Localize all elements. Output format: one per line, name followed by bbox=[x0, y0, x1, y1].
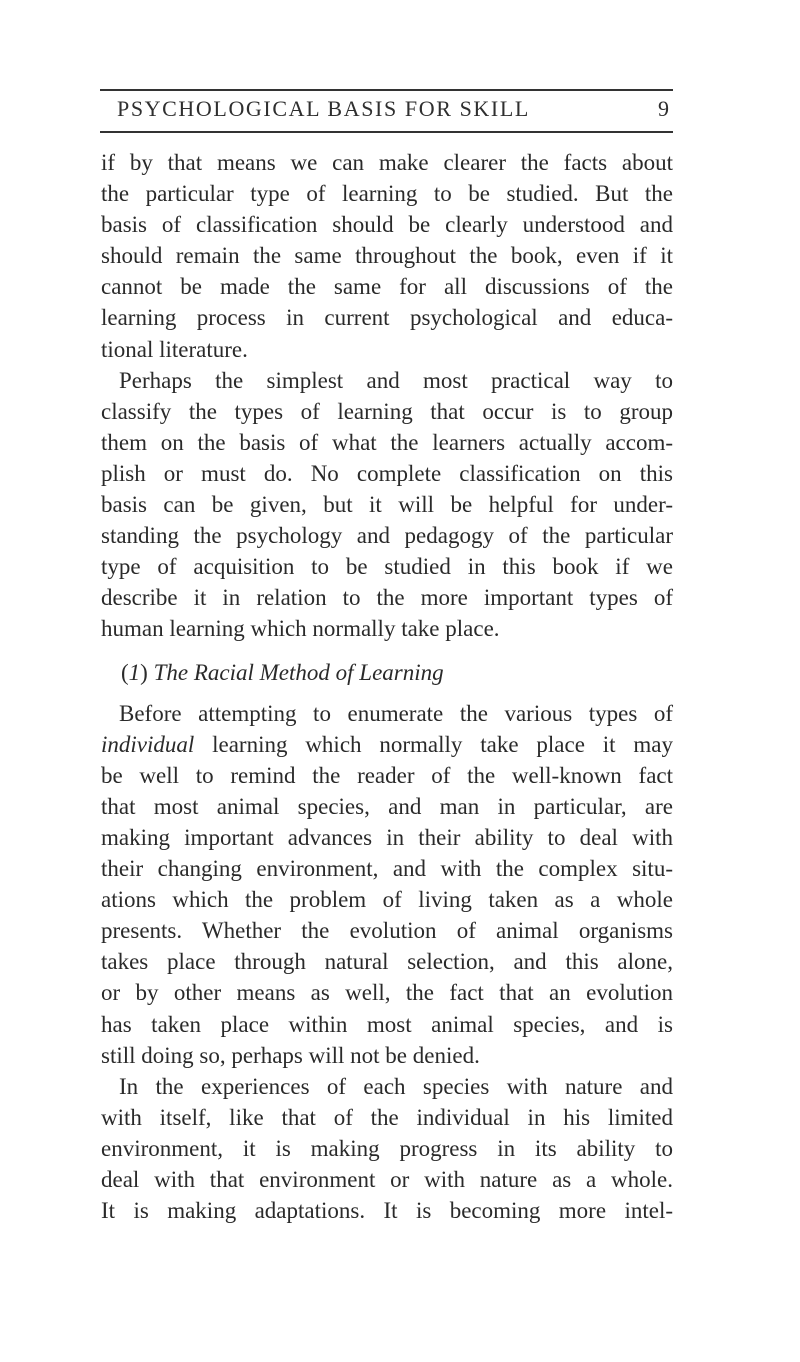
paragraph bbox=[101, 1071, 673, 1226]
paragraph bbox=[101, 147, 673, 365]
text-line: standing the psychology and pedagogy of the particular bbox=[101, 523, 673, 549]
running-header bbox=[100, 89, 673, 133]
heading-number: 1 bbox=[128, 659, 141, 685]
heading-title: The Racial Method of Learning bbox=[153, 659, 444, 685]
text-line: Before attempting to enumerate the various types of bbox=[119, 700, 673, 726]
section-heading bbox=[101, 657, 673, 688]
emphasis-word: individual bbox=[101, 731, 195, 757]
text-line: deal with that environment or with nature as a whole. bbox=[101, 1167, 673, 1192]
text-line: ations which the problem of living taken as a whole bbox=[101, 887, 673, 913]
text-line: It is making adaptations. It is becoming more intel- bbox=[101, 1198, 673, 1224]
text-line: presents. Whether the evolution of animal organisms bbox=[101, 918, 673, 944]
heading-open-paren: ( bbox=[121, 659, 129, 685]
heading-close-paren: ) bbox=[140, 659, 148, 685]
text-line: them on the basis of what the learners actually accom- bbox=[101, 429, 673, 455]
text-line: takes place through natural selection, and this alone, bbox=[101, 949, 673, 975]
text-line: basis can be given, but it will be helpful for under- bbox=[101, 492, 673, 518]
text-line: tional literature. bbox=[101, 336, 248, 362]
text-line: be well to remind the reader of the well-known fact bbox=[101, 762, 673, 788]
text-line: classify the types of learning that occur is to group bbox=[101, 398, 673, 424]
text-line: Perhaps the simplest and most practical way to bbox=[119, 367, 673, 393]
text-line: plish or must do. No complete classification on this bbox=[101, 460, 673, 486]
running-title: PSYCHOLOGICAL BASIS FOR SKILL bbox=[117, 96, 530, 121]
text-line: that most animal species, and man in particular, are bbox=[101, 793, 673, 819]
body-text bbox=[101, 147, 673, 1226]
text-line: has taken place within most animal species, and is bbox=[101, 1011, 673, 1037]
text-line: their changing environment, and with the complex situ- bbox=[101, 856, 673, 882]
text-line bbox=[101, 729, 673, 760]
paragraph bbox=[101, 365, 673, 645]
text-line: In the experiences of each species with nature and bbox=[119, 1073, 673, 1099]
text-line: if by that means we can make clearer the facts about bbox=[101, 150, 673, 175]
text-line: with itself, like that of the individual in his limited bbox=[101, 1104, 673, 1130]
text-line: type of acquisition to be studied in this book if we bbox=[101, 554, 673, 580]
text-line: environment, it is making progress in its ability to bbox=[101, 1135, 673, 1161]
paragraph bbox=[101, 698, 673, 1071]
text-line: or by other means as well, the fact that an evolution bbox=[101, 980, 673, 1006]
text-line: describe it in relation to the more important types of bbox=[101, 585, 673, 611]
text-line: cannot be made the same for all discussions of the bbox=[101, 274, 673, 300]
text-line: the particular type of learning to be studied. But the bbox=[101, 181, 673, 207]
text-line: learning process in current psychological and educa- bbox=[101, 305, 673, 331]
text-fragment: learning which normally take place it may bbox=[194, 731, 673, 757]
text-line: still doing so, perhaps will not be denied. bbox=[101, 1042, 480, 1068]
text-line: human learning which normally take place. bbox=[101, 616, 500, 642]
text-line: should remain the same throughout the book, even if it bbox=[101, 243, 673, 269]
text-line: basis of classification should be clearly understood and bbox=[101, 212, 673, 238]
page-number: 9 bbox=[658, 96, 669, 121]
text-line: making important advances in their ability to deal with bbox=[101, 824, 673, 850]
